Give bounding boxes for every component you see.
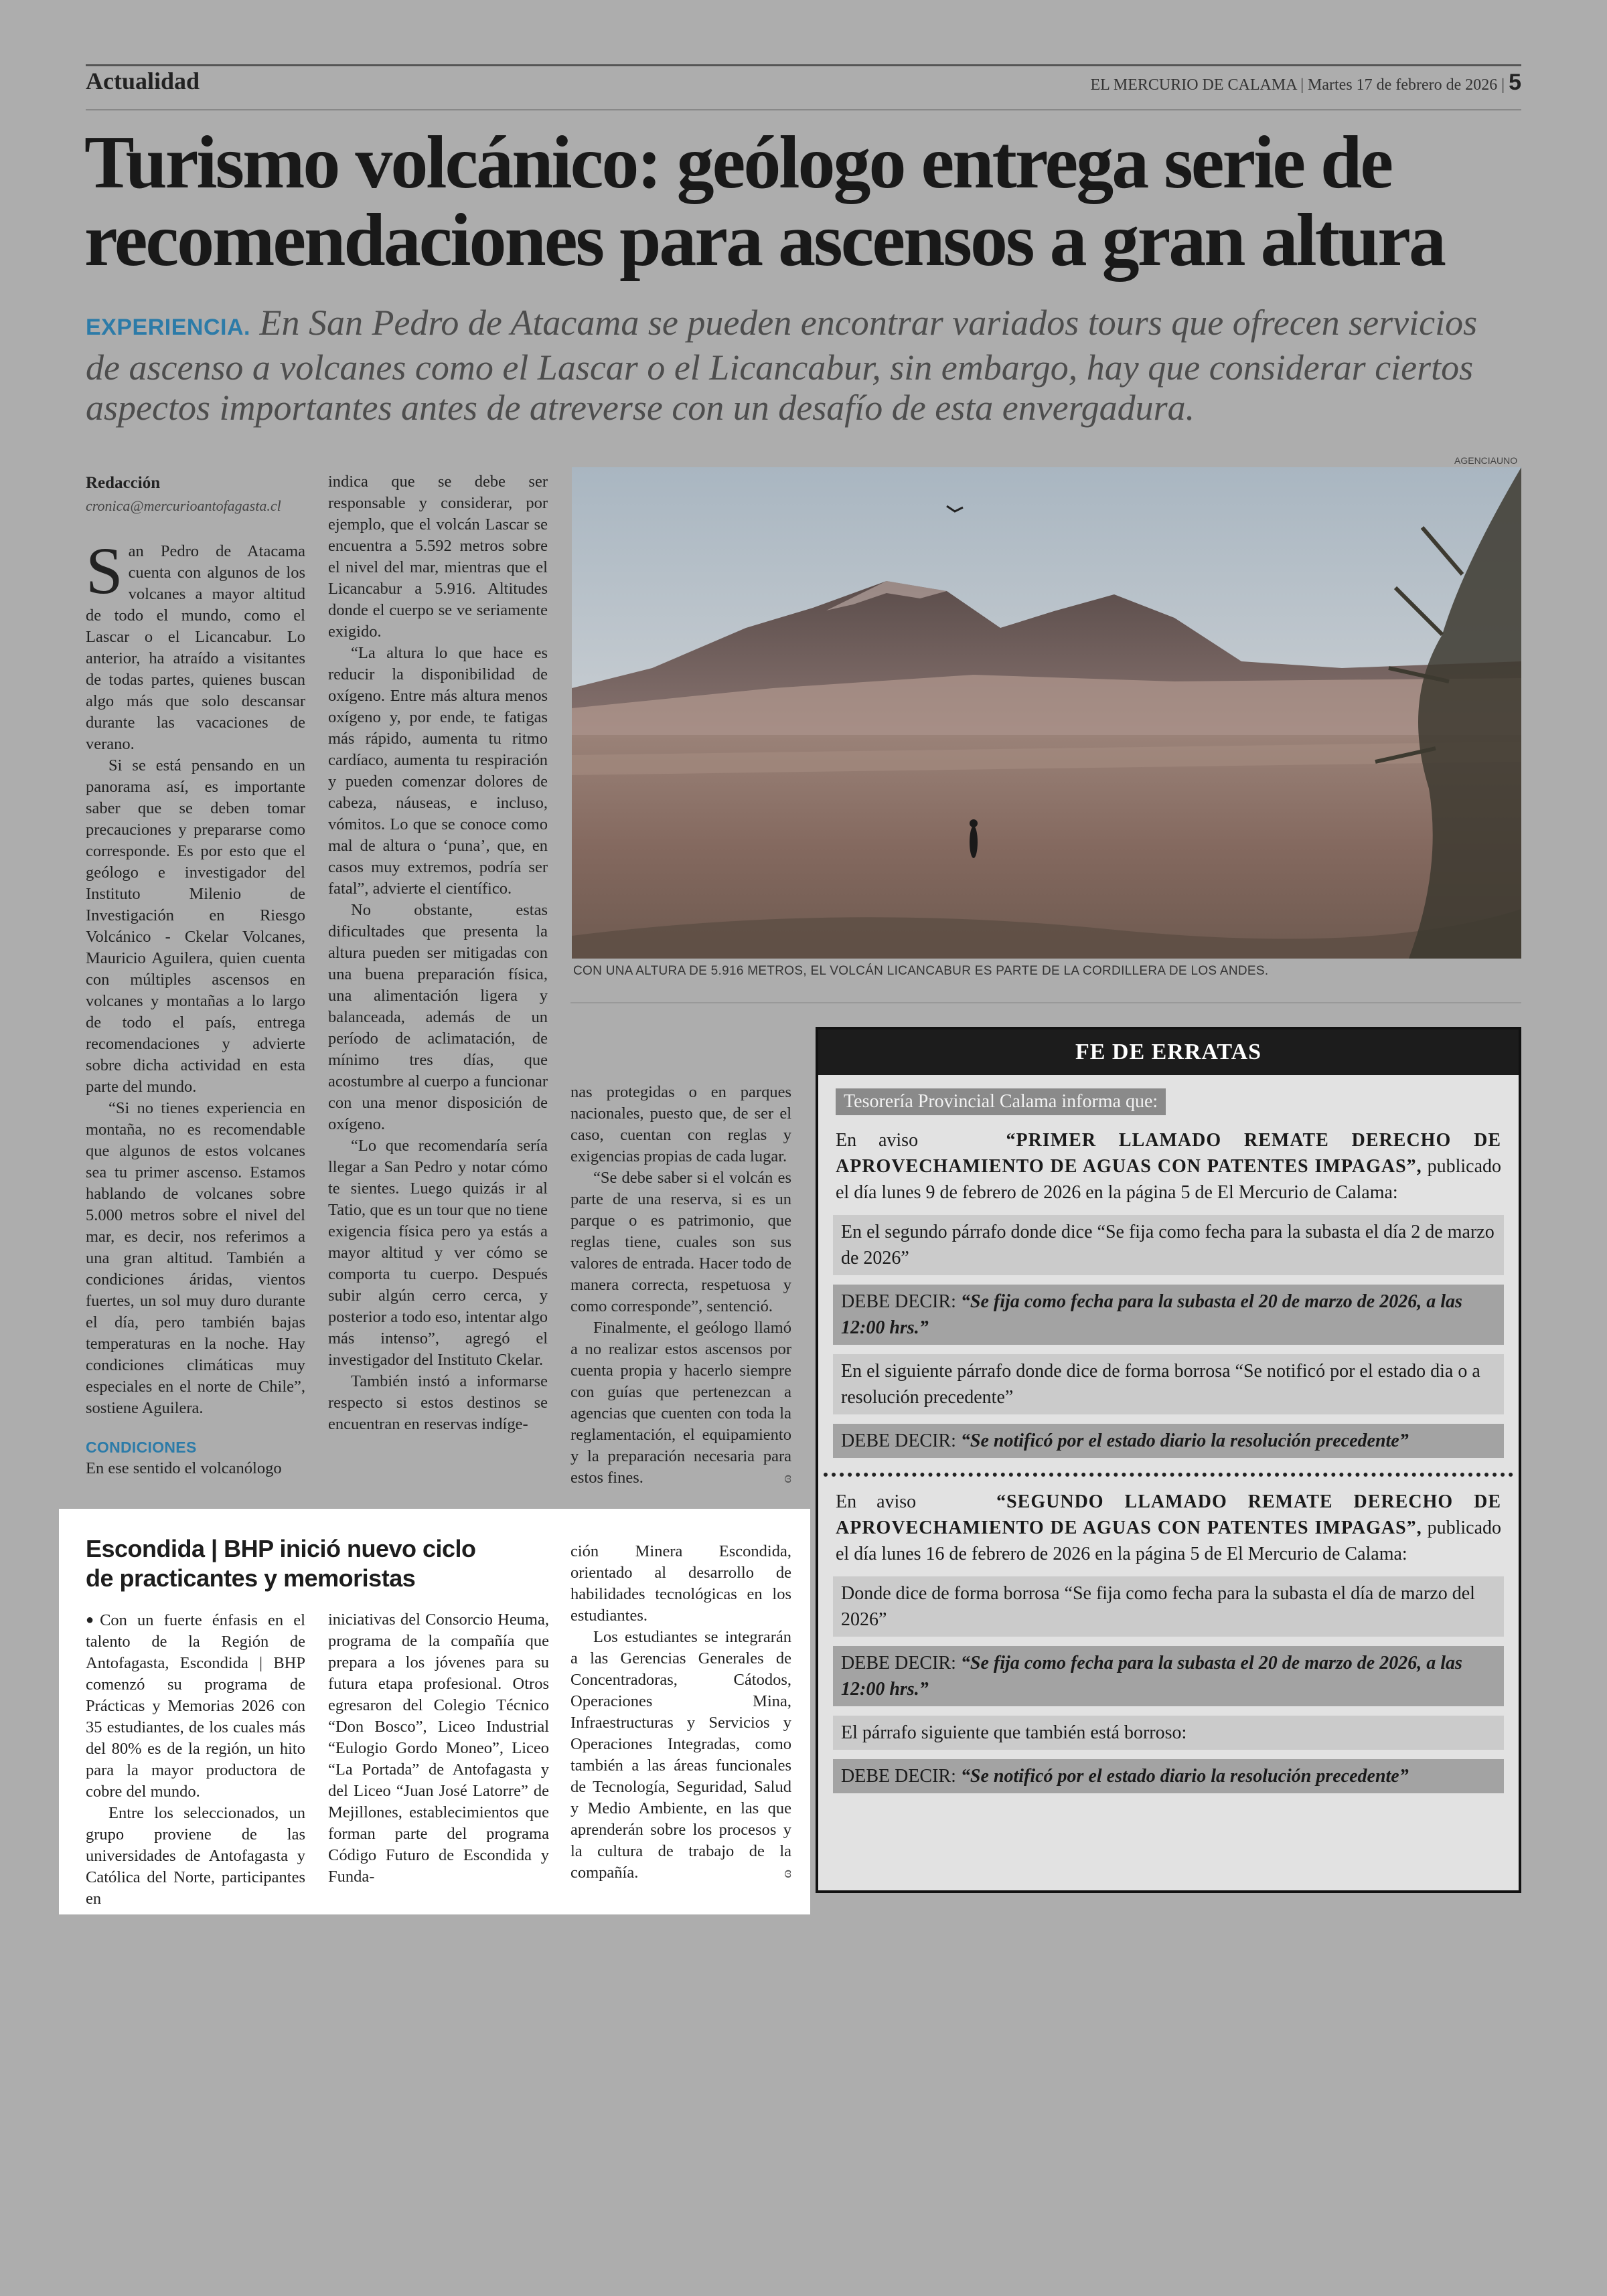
article-paragraph: “Lo que recomendaría sería llegar a San Pedro y notar cómo te sientes. Luego quizás ir al Tatio, que es un tour que no tiene exigencia física pero ya estás a mayor altitud y ver cómo se comporta tu cuerpo. Después subir algún cerro cerca, y posterior a todo eso, intentar algo más intenso”, agregó el investigador del Instituto Ckelar. [328,1137,548,1369]
page-number: 5 [1509,70,1521,95]
subheading: CONDICIONES [86,1439,197,1456]
article-paragraph: También instó a informarse respecto si estos destinos se encuentran en reservas indíge- [328,1372,548,1433]
article-paragraph: “Se debe saber si el volcán es parte de una reserva, si es un parque o es patrimonio, que reglas tiene, cuales son sus valores de entrada. Hacer todo de manera correcta, respetuosa y como corresponde”, sentenció. [570,1169,791,1315]
publication-info: EL MERCURIO DE CALAMA | Martes 17 de febrero de 2026 | 5 [1090,70,1521,95]
aviso-2-wrong-text-2: El párrafo siguiente que también está borroso: [833,1716,1504,1750]
article-column-3 [570,1082,791,1489]
erratas-notice [816,1027,1521,1893]
escondida-paragraph: iniciativas del Consorcio Heuma, programa de la compañía que prepara a los jóvenes para su futura etapa profesional. Otros egresaron del Colegio Técnico “Don Bosco”, Liceo Industrial “Eulogio Gordo Moneo”, Liceo “La Portada” de Antofagasta y del Liceo “Juan José Latorre” de Mejillones, establecimientos que forman parte del programa Código Futuro de Escondida y Funda- [328,1611,549,1886]
aviso-1-correction: DEBE DECIR: “Se fija como fecha para la subasta el 20 de marzo de 2026, a las 12:00 hrs.” [833,1285,1504,1345]
photo-credit: AGENCIAUNO [1454,455,1518,466]
aviso-2: En aviso “SEGUNDO LLAMADO REMATE DERECHO DE APROVECHAMIENTO DE AGUAS CON PATENTES IMPAGAS”, publicado el día lunes 16 de febrero de 2026 en la página 5 de El Mercurio de Calama: [836,1491,1501,1564]
article-paragraph: Si se está pensando en un panorama así, es importante saber que se deben tomar precauciones y prepararse como corresponde. Es por esto que el geólogo e investigador del Instituto Milenio de Investigación en Riesgo Volcánico - Ckelar Volcanes, Mauricio Aguilera, quien cuenta con múltiples ascensos en volcanes y montañas a lo largo de todo el país, entrega recomendaciones y advierte sobre dicha actividad en esta parte del mundo. [86,756,305,1096]
article-paragraph: “La altura lo que hace es reducir la disponibilidad de oxígeno. Entre más altura menos oxígeno y, por ende, te fatigas más rápido, aumenta tu ritmo cardíaco, aumenta tu respiración y pueden comenzar dolores de cabeza, náuseas, e incluso, vómitos. Lo que se conoce como mal de altura o ‘puna’, que, en casos muy extremos, podría ser fatal”, advierte el científico. [328,644,548,898]
byline-email: cronica@mercurioantofagasta.cl [86,497,281,514]
photo-caption: CON UNA ALTURA DE 5.916 METROS, EL VOLCÁN LICANCABUR ES PARTE DE LA CORDILLERA DE LOS ANDES. [573,964,1269,978]
aviso-2-wrong-text: Donde dice de forma borrosa “Se fija como fecha para la subasta el día de marzo del 2026” [833,1576,1504,1637]
article-column-2 [328,471,548,1435]
byline: Redacción [86,474,161,492]
escondida-paragraph: ción Minera Escondida, orientado al desarrollo de habilidades tecnológicas en los estudiantes. [570,1542,791,1625]
escondida-paragraph: Los estudiantes se integrarán a las Gerencias Generales de Concentradoras, Cátodos, Operaciones Mina, Infraestructuras y Servicios y Operaciones Integradas, como también a las áreas funcionales de Tecnología, Seguridad, Salud y Medio Ambiente, en las que aprenderán sobre los procesos y la cultura de trabajo de la compañía. ɞ [570,1627,791,1884]
aviso-1-wrong-text: En el segundo párrafo donde dice “Se fija como fecha para la subasta el día 2 de marzo de 2026” [833,1215,1504,1275]
header-rule [86,109,1521,110]
aviso-2-correction: DEBE DECIR: “Se fija como fecha para la subasta el 20 de marzo de 2026, a las 12:00 hrs.” [833,1646,1504,1706]
article-paragraph: San Pedro de Atacama cuenta con algunos de los volcanes a mayor altitud de todo el mundo, como el Lascar o el Licancabur. Lo anterior, ha atraído a visitantes de todas partes, quienes buscan algo más que solo descansar durante las vacaciones de verano. [86,534,305,753]
dropcap: S [86,534,123,608]
article-paragraph: En ese sentido el volcanólogo [86,1459,282,1477]
headline: Turismo volcánico: geólogo entrega serie de recomendaciones para ascensos a gran altura [84,121,1444,282]
aviso-1-correction-2: DEBE DECIR: “Se notificó por el estado diario la resolución precedente” [833,1424,1504,1458]
aviso-2-correction-2: DEBE DECIR: “Se notificó por el estado diario la resolución precedente” [833,1759,1504,1793]
caption-rule [570,1002,1521,1003]
publication-date: Martes 17 de febrero de 2026 [1308,76,1498,94]
tesoreria-line: Tesorería Provincial Calama informa que: [836,1088,1166,1115]
article-column-1 [86,534,305,1479]
escondida-paragraph: Entre los seleccionados, un grupo proviene de las universidades de Antofagasta y Católica del Norte, participantes en [86,1804,305,1908]
escondida-column-2 [328,1609,549,1888]
article-paragraph: “Si no tienes experiencia en montaña, no es recomendable que algunos de estos volcanes sea tu primer ascenso. Estamos hablando de volcanes sobre 5.000 metros sobre el nivel del mar, es decir, nos referimos a una gran altitud. También a condiciones áridas, vientos fuertes, un sol muy duro durante el día, pero también bajas temperaturas en la noche. Hay condiciones climáticas muy especiales en el norte de Chile”, sostiene Aguilera. [86,1099,305,1417]
lede-text: En San Pedro de Atacama se pueden encontrar variados tours que ofrecen servicios de ascenso a volcanes como el Lascar o el Licancabur, sin embargo, hay que considerar ciertos aspectos importantes antes de atreverse con un desafío de esta envergadura. [86,303,1478,428]
bullet-icon: ● [86,1613,100,1627]
escondida-column-1 [86,1609,305,1910]
erratas-title: FE DE ERRATAS [818,1030,1519,1075]
volcano-photo [572,467,1521,959]
aviso-1-title: “PRIMER LLAMADO REMATE DERECHO DE APROVECHAMIENTO DE AGUAS CON PATENTES IMPAGAS”, [836,1130,1501,1177]
lede-kicker: EXPERIENCIA. [86,315,250,340]
end-mark-icon: ɞ [784,1864,791,1882]
dotted-divider [824,1473,1513,1477]
article-paragraph: Finalmente, el geólogo llamó a no realizar estos ascensos por cuenta propia y hacerlo siempre con guías que pertenezcan a agencias que cuenten con toda la reglamentación, el equipamiento y la preparación necesaria para estos fines. ɞ [570,1317,791,1489]
article-paragraph: No obstante, estas dificultades que presenta la altura pueden ser mitigadas con una buena preparación física, una alimentación ligera y balanceada, además de un período de aclimatación, de mínimo tres días, que acostumbre al cuerpo a funcionar con una menor disposición de oxígeno. [328,901,548,1133]
section-label: Actualidad [86,68,200,94]
escondida-paragraph: ●Con un fuerte énfasis en el talento de la Región de Antofagasta, Escondida | BHP comenzó su programa de Prácticas y Memorias 2026 con 35 estudiantes, de los cuales más del 80% es de la región, un hito para la mayor productora de cobre del mundo. [86,1611,305,1801]
top-rule [86,64,1521,66]
escondida-title: Escondida | BHP inició nuevo ciclo de practicantes y memoristas [86,1535,476,1592]
article-paragraph: nas protegidas o en parques nacionales, puesto que, de ser el caso, cuentan con reglas y exigencias propias de cada lugar. [570,1083,791,1165]
volcano-landscape-image [572,467,1521,959]
aviso-1-wrong-text-2: En el siguiente párrafo donde dice de forma borrosa “Se notificó por el estado dia o a resolución precedente” [833,1354,1504,1414]
escondida-column-3 [570,1541,791,1884]
article-paragraph: indica que se debe ser responsable y considerar, por ejemplo, que el volcán Lascar se encuentra a 5.592 metros sobre el nivel del mar, mientras que el Licancabur a 5.916. Altitudes donde el cuerpo se ve seriamente exigido. [328,473,548,641]
person-figure [970,826,978,858]
end-mark-icon: ɞ [784,1469,791,1487]
publication-name: EL MERCURIO DE CALAMA [1090,76,1297,94]
lede [86,303,1519,428]
person-head [970,819,978,827]
aviso-2-title: “SEGUNDO LLAMADO REMATE DERECHO DE APROVECHAMIENTO DE AGUAS CON PATENTES IMPAGAS”, [836,1491,1501,1538]
aviso-1: En aviso “PRIMER LLAMADO REMATE DERECHO DE APROVECHAMIENTO DE AGUAS CON PATENTES IMPAGAS”, publicado el día lunes 9 de febrero de 2026 en la página 5 de El Mercurio de Calama: [836,1130,1501,1203]
